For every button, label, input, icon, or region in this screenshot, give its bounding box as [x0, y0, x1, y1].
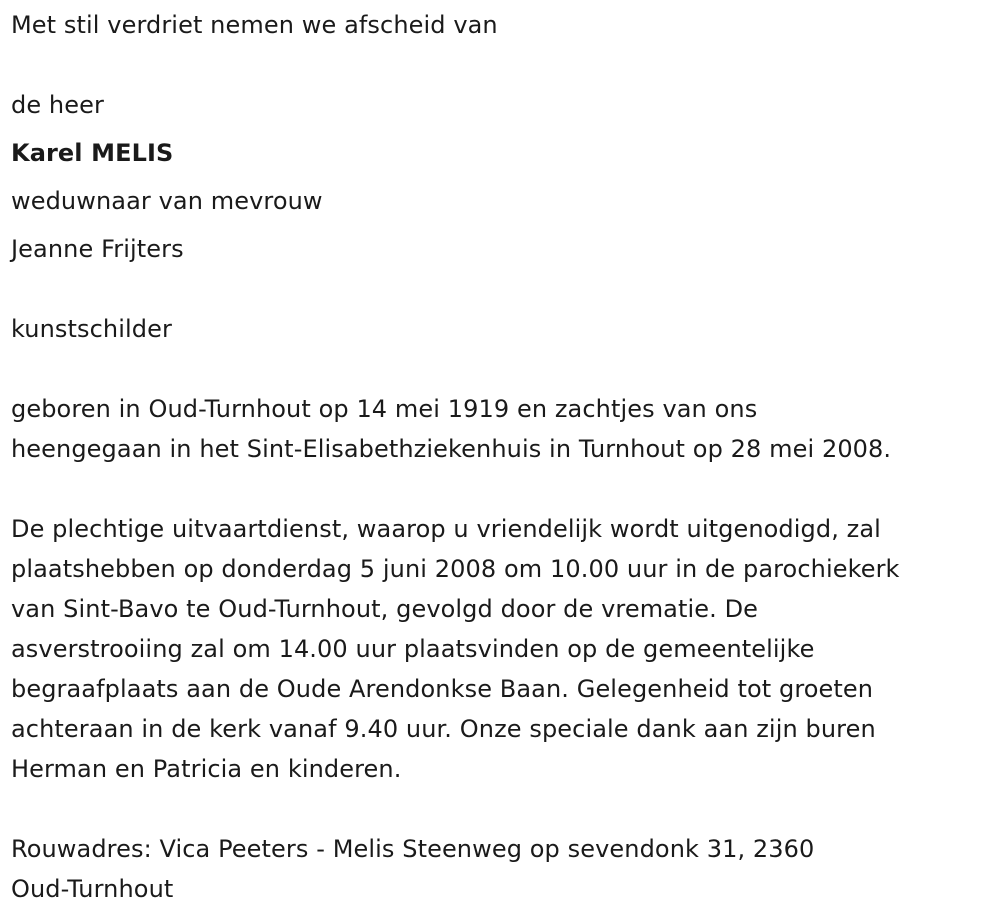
paragraph-line: asverstrooiing zal om 14.00 uur plaatsvinden op de gemeentelijke [11, 635, 815, 663]
paragraph-line: Herman en Patricia en kinderen. [11, 755, 402, 783]
intro-text: Met stil verdriet nemen we afscheid van [11, 11, 498, 39]
paragraph-line: achteraan in de kerk vanaf 9.40 uur. Onze speciale dank aan zijn buren [11, 715, 876, 743]
paragraph-line: plaatshebben op donderdag 5 juni 2008 om 10.00 uur in de parochiekerk [11, 555, 900, 583]
profession-text: kunstschilder [11, 315, 172, 343]
paragraph-line: De plechtige uitvaartdienst, waarop u vriendelijk wordt uitgenodigd, zal [11, 515, 881, 543]
birth-death-paragraph [11, 389, 996, 469]
title-prefix: de heer [11, 91, 104, 119]
address-paragraph [11, 829, 996, 909]
spouse-name: Jeanne Frijters [11, 235, 184, 263]
paragraph-line: Rouwadres: Vica Peeters - Melis Steenweg op sevendonk 31, 2360 [11, 835, 815, 863]
paragraph-line: geboren in Oud-Turnhout op 14 mei 1919 en zachtjes van ons [11, 395, 758, 423]
paragraph-line: Oud-Turnhout [11, 875, 174, 903]
paragraph-line: begraafplaats aan de Oude Arendonkse Baan. Gelegenheid tot groeten [11, 675, 874, 703]
paragraph-line: heengegaan in het Sint-Elisabethziekenhuis in Turnhout op 28 mei 2008. [11, 435, 892, 463]
relation-text: weduwnaar van mevrouw [11, 187, 323, 215]
ceremony-paragraph [11, 509, 996, 789]
paragraph-line: van Sint-Bavo te Oud-Turnhout, gevolgd door de vrematie. De [11, 595, 759, 623]
deceased-name: Karel MELIS [11, 139, 174, 167]
